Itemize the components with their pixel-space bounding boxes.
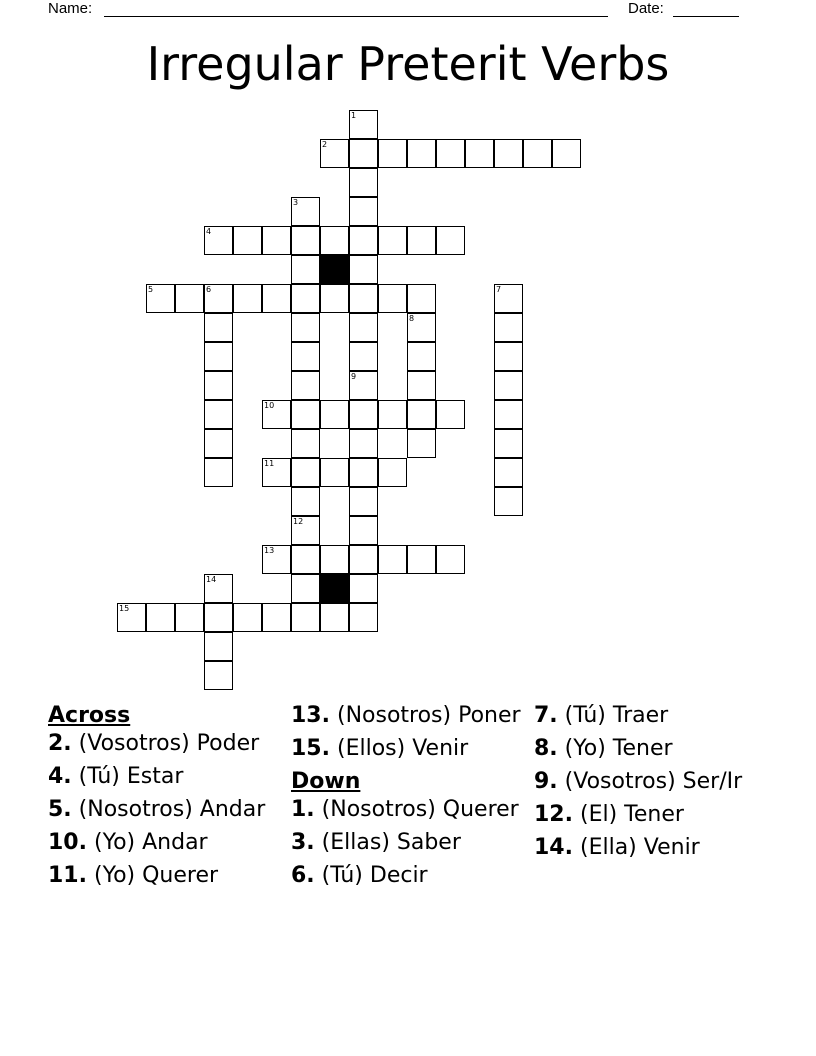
cell-number: 15 <box>119 604 130 613</box>
grid-cell[interactable] <box>407 371 436 400</box>
clue-down-8 <box>534 735 764 763</box>
grid-cell[interactable] <box>378 226 407 255</box>
grid-cell[interactable] <box>552 139 581 168</box>
grid-cell[interactable] <box>117 603 146 632</box>
grid-cell[interactable] <box>204 458 233 487</box>
cell-number: 1 <box>351 111 357 120</box>
blocked-cell <box>320 574 349 603</box>
grid-cell[interactable] <box>233 603 262 632</box>
grid-cell[interactable] <box>436 545 465 574</box>
grid-cell[interactable] <box>204 371 233 400</box>
clue-across-5 <box>48 796 278 824</box>
grid-cell[interactable] <box>349 284 378 313</box>
clue-number: 11. <box>48 863 87 888</box>
grid-cell[interactable] <box>407 429 436 458</box>
clue-text: (Ella) Venir <box>579 835 700 860</box>
page-title: Irregular Preterit Verbs <box>146 37 670 91</box>
grid-cell[interactable] <box>349 168 378 197</box>
clue-across-4 <box>48 763 278 791</box>
grid-cell[interactable] <box>262 226 291 255</box>
grid-cell[interactable] <box>291 400 320 429</box>
clue-text: (Vosotros) Poder <box>78 731 260 756</box>
grid-cell[interactable] <box>349 371 378 400</box>
grid-cell[interactable] <box>204 603 233 632</box>
clue-down-12 <box>534 801 764 829</box>
clue-column-1 <box>48 702 278 895</box>
clue-text: (Nosotros) Querer <box>321 797 519 822</box>
grid-cell[interactable] <box>291 255 320 284</box>
grid-cell[interactable] <box>291 603 320 632</box>
clue-number: 15. <box>291 736 330 761</box>
grid-cell[interactable] <box>349 400 378 429</box>
cell-number: 2 <box>322 140 328 149</box>
grid-cell[interactable] <box>204 342 233 371</box>
grid-cell[interactable] <box>146 603 175 632</box>
clue-across-15 <box>291 735 521 763</box>
clue-across-11 <box>48 862 278 890</box>
grid-cell[interactable] <box>320 226 349 255</box>
clue-number: 2. <box>48 731 72 756</box>
grid-cell[interactable] <box>349 255 378 284</box>
grid-cell[interactable] <box>349 574 378 603</box>
clue-text: (Ellos) Venir <box>336 736 469 761</box>
grid-cell[interactable] <box>146 284 175 313</box>
cell-number: 4 <box>206 227 212 236</box>
clue-number: 7. <box>534 703 558 728</box>
cell-number: 8 <box>409 314 415 323</box>
grid-cell[interactable] <box>494 400 523 429</box>
grid-cell[interactable] <box>320 545 349 574</box>
clue-number: 4. <box>48 764 72 789</box>
clue-across-10 <box>48 829 278 857</box>
clue-text: (Tú) Decir <box>321 863 428 888</box>
grid-cell[interactable] <box>175 284 204 313</box>
grid-cell[interactable] <box>378 284 407 313</box>
grid-cell[interactable] <box>291 313 320 342</box>
grid-cell[interactable] <box>204 632 233 661</box>
cell-number: 3 <box>293 198 299 207</box>
grid-cell[interactable] <box>523 139 552 168</box>
cell-number: 10 <box>264 401 275 410</box>
blocked-cell <box>320 255 349 284</box>
clue-across-13 <box>291 702 521 730</box>
grid-cell[interactable] <box>378 545 407 574</box>
grid-cell[interactable] <box>349 516 378 545</box>
grid-cell[interactable] <box>494 313 523 342</box>
grid-cell[interactable] <box>349 545 378 574</box>
clue-number: 10. <box>48 830 87 855</box>
across-heading: Across <box>48 703 131 728</box>
grid-cell[interactable] <box>378 458 407 487</box>
cell-number: 5 <box>148 285 154 294</box>
grid-cell[interactable] <box>291 516 320 545</box>
grid-cell[interactable] <box>262 603 291 632</box>
cell-number: 11 <box>264 459 275 468</box>
clue-down-7 <box>534 702 764 730</box>
grid-cell[interactable] <box>204 400 233 429</box>
grid-cell[interactable] <box>349 313 378 342</box>
cell-number: 12 <box>293 517 304 526</box>
grid-cell[interactable] <box>349 110 378 139</box>
grid-cell[interactable] <box>378 400 407 429</box>
grid-cell[interactable] <box>320 139 349 168</box>
grid-cell[interactable] <box>291 574 320 603</box>
grid-cell[interactable] <box>494 342 523 371</box>
grid-cell[interactable] <box>320 284 349 313</box>
grid-cell[interactable] <box>349 487 378 516</box>
grid-cell[interactable] <box>494 284 523 313</box>
cell-number: 14 <box>206 575 217 584</box>
grid-cell[interactable] <box>349 197 378 226</box>
grid-cell[interactable] <box>436 139 465 168</box>
grid-cell[interactable] <box>349 139 378 168</box>
grid-cell[interactable] <box>349 226 378 255</box>
grid-cell[interactable] <box>494 458 523 487</box>
grid-cell[interactable] <box>204 284 233 313</box>
grid-cell[interactable] <box>204 661 233 690</box>
clue-text: (Yo) Querer <box>93 863 219 888</box>
grid-cell[interactable] <box>291 545 320 574</box>
grid-cell[interactable] <box>407 400 436 429</box>
cell-number: 6 <box>206 285 212 294</box>
grid-cell[interactable] <box>407 226 436 255</box>
clue-text: (Yo) Tener <box>564 736 673 761</box>
grid-cell[interactable] <box>291 284 320 313</box>
clue-down-3 <box>291 829 521 857</box>
grid-cell[interactable] <box>262 545 291 574</box>
grid-cell[interactable] <box>204 574 233 603</box>
grid-cell[interactable] <box>262 400 291 429</box>
grid-cell[interactable] <box>378 139 407 168</box>
grid-cell[interactable] <box>233 284 262 313</box>
grid-cell[interactable] <box>175 603 204 632</box>
grid-cell[interactable] <box>262 284 291 313</box>
grid-cell[interactable] <box>465 139 494 168</box>
clue-down-14 <box>534 834 764 862</box>
clue-down-1 <box>291 796 521 824</box>
cell-number: 13 <box>264 546 275 555</box>
grid-cell[interactable] <box>291 487 320 516</box>
grid-cell[interactable] <box>320 603 349 632</box>
grid-cell[interactable] <box>291 371 320 400</box>
grid-cell[interactable] <box>436 400 465 429</box>
clue-number: 13. <box>291 703 330 728</box>
grid-cell[interactable] <box>494 487 523 516</box>
clue-number: 5. <box>48 797 72 822</box>
down-heading: Down <box>291 769 361 794</box>
grid-cell[interactable] <box>494 139 523 168</box>
clue-number: 9. <box>534 769 558 794</box>
clue-down-9 <box>534 768 764 796</box>
grid-cell[interactable] <box>407 313 436 342</box>
clue-number: 1. <box>291 797 315 822</box>
grid-cell[interactable] <box>204 429 233 458</box>
grid-cell[interactable] <box>407 342 436 371</box>
grid-cell[interactable] <box>349 603 378 632</box>
grid-cell[interactable] <box>436 226 465 255</box>
grid-cell[interactable] <box>320 458 349 487</box>
clue-number: 3. <box>291 830 315 855</box>
clue-down-6 <box>291 862 521 890</box>
clue-text: (El) Tener <box>579 802 684 827</box>
name-label: Name: <box>48 0 93 17</box>
clue-across-2 <box>48 730 278 758</box>
cell-number: 7 <box>496 285 502 294</box>
clue-number: 8. <box>534 736 558 761</box>
grid-cell[interactable] <box>407 139 436 168</box>
clue-number: 12. <box>534 802 573 827</box>
clue-number: 14. <box>534 835 573 860</box>
clue-column-2 <box>291 702 521 895</box>
grid-cell[interactable] <box>204 226 233 255</box>
grid-cell[interactable] <box>291 226 320 255</box>
grid-cell[interactable] <box>233 226 262 255</box>
clue-text: (Yo) Andar <box>93 830 208 855</box>
clue-number: 6. <box>291 863 315 888</box>
grid-cell[interactable] <box>291 342 320 371</box>
grid-cell[interactable] <box>349 458 378 487</box>
cell-number: 9 <box>351 372 357 381</box>
clue-text: (Tú) Traer <box>564 703 669 728</box>
grid-cell[interactable] <box>204 313 233 342</box>
grid-cell[interactable] <box>494 371 523 400</box>
grid-cell[interactable] <box>291 458 320 487</box>
grid-cell[interactable] <box>291 429 320 458</box>
clue-text: (Nosotros) Andar <box>78 797 266 822</box>
clue-text: (Ellas) Saber <box>321 830 461 855</box>
clue-text: (Nosotros) Poner <box>336 703 521 728</box>
date-label: Date: <box>628 0 664 17</box>
grid-cell[interactable] <box>407 545 436 574</box>
clue-text: (Vosotros) Ser/Ir <box>564 769 743 794</box>
grid-cell[interactable] <box>291 197 320 226</box>
clue-text: (Tú) Estar <box>78 764 184 789</box>
clue-column-3 <box>534 702 764 867</box>
grid-cell[interactable] <box>407 284 436 313</box>
grid-cell[interactable] <box>349 429 378 458</box>
grid-cell[interactable] <box>262 458 291 487</box>
grid-cell[interactable] <box>494 429 523 458</box>
grid-cell[interactable] <box>349 342 378 371</box>
grid-cell[interactable] <box>320 400 349 429</box>
